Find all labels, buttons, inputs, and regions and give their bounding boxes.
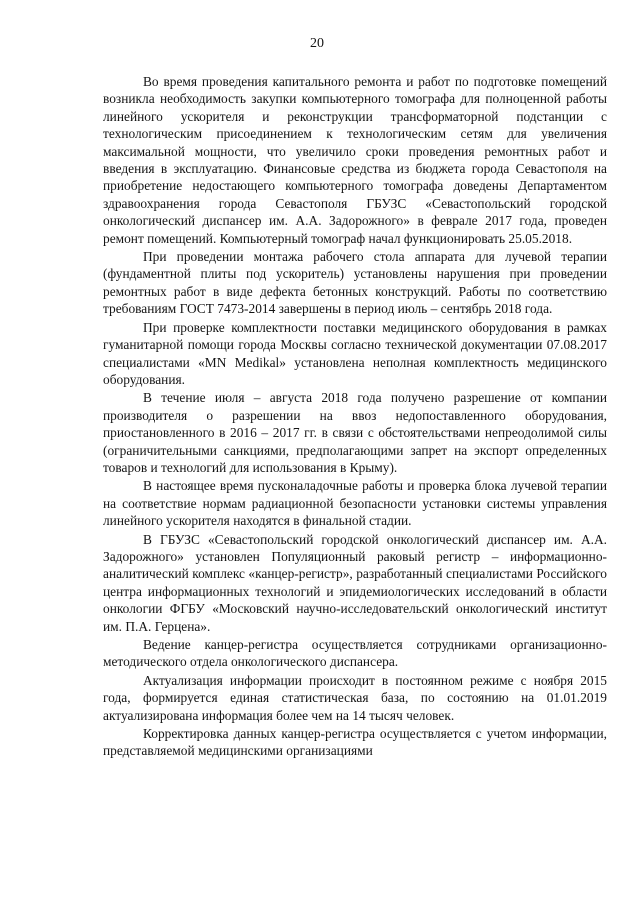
paragraph-data-correction: Корректировка данных канцер-регистра осуществляется с учетом информации, представляемой медицинскими организациями bbox=[103, 726, 607, 759]
page-number: 20 bbox=[310, 36, 324, 51]
paragraph-foundation-defect: При проведении монтажа рабочего стола аппарата для лучевой терапии (фундаментной плиты под ускоритель) установлены нарушения при проведении ремонтных работ в виде дефекта бетонных конструкций. Работы по соответствию требованиям ГОСТ 7473-2014 завершены в период июль – сентябрь 2018 года. bbox=[103, 249, 607, 317]
paragraph-import-permission: В течение июля – августа 2018 года получено разрешение от компании производителя о разрешении на ввоз недопоставленного оборудования, приостановленного в 2016 – 2017 гг. в связи с обстоятельствами непреодолимой силы (ограничительными санкциями, предполагающими запрет на экспорт определенных товаров и технологий для использования в Крыму). bbox=[103, 390, 607, 475]
paragraph-equipment-completeness: При проверке комплектности поставки медицинского оборудования в рамках гуманитарной помощи города Москвы согласно технической документации 07.08.2017 специалистами «MN Medikal» установлена неполная комплектность медицинского оборудования. bbox=[103, 319, 607, 387]
paragraph-ct-procurement: Во время проведения капитального ремонта и работ по подготовке помещений возникла необходимость закупки компьютерного томографа для полноценной работы линейного ускорителя и реконструкции трансформаторной подстанции с технологическим присоединением к технологическим сетям для увеличения максимальной мощности, что увеличило сроки проведения ремонтных работ и введения в эксплуатацию. Финансовые средства из бюджета города Севастополя на приобретение недостающего компьютерного томографа доведены Департаментом здравоохранения города Севастополя ГБУЗС «Севастопольский городской онкологический диспансер им. А.А. Задорожного» в феврале 2017 года, проведен ремонт помещений. Компьютерный томограф начал функционировать 25.05.2018. bbox=[103, 74, 607, 246]
document-body bbox=[103, 73, 607, 760]
paragraph-data-update: Актуализация информации происходит в постоянном режиме с ноября 2015 года, формируется единая статистическая база, по состоянию на 01.01.2019 актуализирована информация более чем на 14 тысяч человек. bbox=[103, 672, 607, 723]
paragraph-cancer-registry: В ГБУЗС «Севастопольский городской онкологический диспансер им. А.А. Задорожного» установлен Популяционный раковый регистр – информационно-аналитический комплекс «канцер-регистр», разработанный специалистами Российского центра информационных технологий и эпидемиологических исследований в области онкологии ФГБУ «Московский научно-исследовательский онкологический институт им. П.А. Герцена». bbox=[103, 531, 607, 634]
paragraph-registry-maintenance: Ведение канцер-регистра осуществляется сотрудниками организационно-методического отдела онкологического диспансера. bbox=[103, 637, 607, 670]
paragraph-commissioning: В настоящее время пусконаладочные работы и проверка блока лучевой терапии на соответствие нормам радиационной безопасности установки системы управления линейного ускорителя находятся в финальной стадии. bbox=[103, 478, 607, 529]
